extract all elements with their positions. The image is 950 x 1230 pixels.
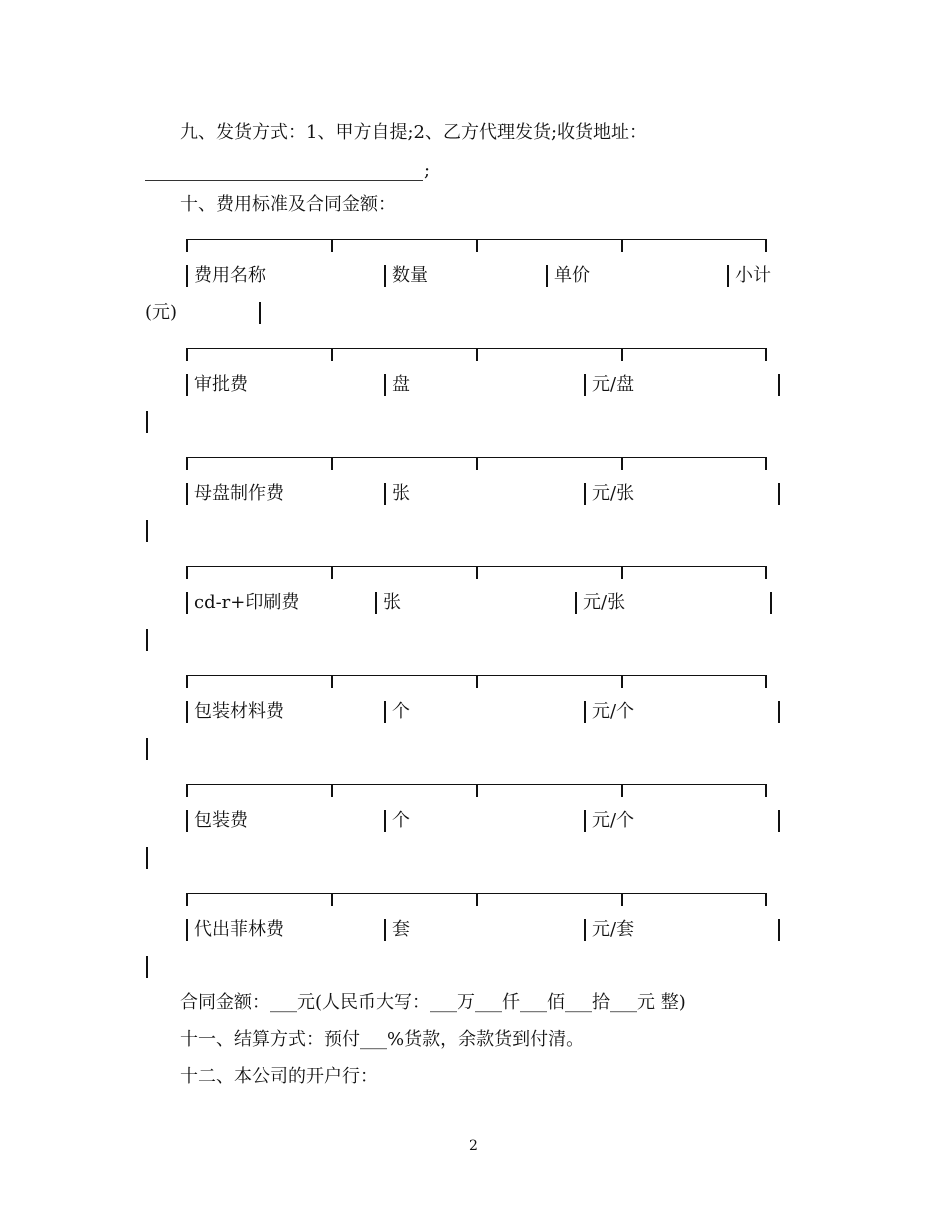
row-unit: 张 (383, 592, 401, 613)
row-name: 母盘制作费 (194, 483, 284, 504)
bank-clause: 十二、本公司的开户行： (180, 1066, 378, 1087)
table-border (384, 810, 386, 832)
table-border (384, 919, 386, 941)
table-rule-top (186, 239, 766, 252)
table-border (146, 847, 148, 869)
table-border (584, 483, 586, 505)
header-price: 单价 (554, 265, 590, 286)
table-border (384, 265, 386, 287)
table-border (186, 265, 188, 287)
row-unit: 张 (392, 483, 410, 504)
settlement-clause: 十一、结算方式：预付___%货款，余款货到付清。 (180, 1029, 585, 1050)
header-subtotal-unit: (元) (145, 302, 178, 323)
table-border (186, 592, 188, 614)
contract-amount-line: 合同金额：___元(人民币大写：___万___仟___佰___拾___元 整) (180, 992, 686, 1013)
table-rule (186, 784, 766, 797)
address-blank-line (145, 180, 423, 181)
fees-section-title: 十、费用标准及合同金额： (180, 194, 396, 215)
row-name: 审批费 (194, 374, 248, 395)
header-qty: 数量 (392, 265, 428, 286)
table-border (575, 592, 577, 614)
table-border (778, 483, 780, 505)
table-rule (186, 457, 766, 470)
table-border (186, 483, 188, 505)
row-unit: 个 (392, 701, 410, 722)
table-border (186, 374, 188, 396)
row-unit: 盘 (392, 374, 410, 395)
row-price-unit: 元/个 (592, 701, 635, 722)
header-name: 费用名称 (194, 265, 266, 286)
shipping-clause-end: ; (424, 160, 431, 181)
row-name: 包装材料费 (194, 701, 284, 722)
shipping-clause: 九、发货方式：1、甲方自提;2、乙方代理发货;收货地址： (180, 122, 648, 143)
page-number: 2 (469, 1138, 478, 1154)
table-border (584, 919, 586, 941)
table-border (770, 592, 772, 614)
table-border (186, 701, 188, 723)
table-border (778, 810, 780, 832)
row-unit: 套 (392, 919, 410, 940)
row-name: 包装费 (194, 810, 248, 831)
table-border (146, 956, 148, 978)
table-border (584, 701, 586, 723)
table-rule (186, 893, 766, 906)
row-name: 代出菲林费 (194, 919, 284, 940)
table-border (384, 701, 386, 723)
table-border (546, 265, 548, 287)
table-border (146, 411, 148, 433)
row-name: cd-r+印刷费 (194, 592, 300, 613)
row-price-unit: 元/张 (592, 483, 635, 504)
table-border (584, 374, 586, 396)
row-price-unit: 元/张 (583, 592, 626, 613)
table-border (375, 592, 377, 614)
table-border (259, 302, 261, 324)
header-subtotal: 小计 (735, 265, 771, 286)
table-rule (186, 675, 766, 688)
table-border (186, 919, 188, 941)
row-price-unit: 元/套 (592, 919, 635, 940)
row-price-unit: 元/个 (592, 810, 635, 831)
table-border (146, 629, 148, 651)
table-border (384, 374, 386, 396)
table-rule (186, 566, 766, 579)
row-price-unit: 元/盘 (592, 374, 635, 395)
table-border (778, 919, 780, 941)
table-border (146, 520, 148, 542)
table-border (584, 810, 586, 832)
table-border (778, 701, 780, 723)
table-border (186, 810, 188, 832)
table-border (727, 265, 729, 287)
row-unit: 个 (392, 810, 410, 831)
table-border (384, 483, 386, 505)
table-border (778, 374, 780, 396)
table-rule (186, 348, 766, 361)
table-border (146, 738, 148, 760)
